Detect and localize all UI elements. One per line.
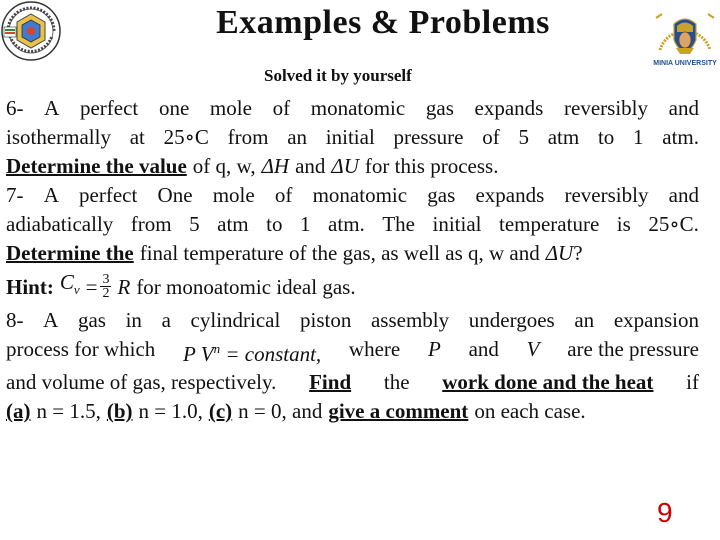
text: and volume of gas, respectively.	[6, 370, 277, 395]
word: 25∘C	[163, 124, 209, 149]
word: gas	[425, 96, 454, 120]
word: 6-	[6, 96, 24, 120]
text: final temperature of the gas, as well as q, w and	[139, 240, 540, 265]
three-halves-fraction: $\frac{3}{2}$	[102, 272, 110, 302]
delta-u-symbol: ΔU	[545, 240, 574, 265]
word: reversibly	[564, 182, 649, 207]
find-emphasis: Find	[309, 370, 352, 395]
text: the	[383, 370, 410, 395]
problem-7-line-1	[6, 181, 699, 210]
word: One	[157, 182, 193, 207]
word: and	[668, 182, 699, 207]
word: and	[668, 96, 699, 120]
problem-7-line-3	[6, 239, 699, 268]
word: to	[597, 124, 615, 149]
word: atm.	[662, 124, 699, 149]
word: atm	[547, 124, 580, 149]
word: of	[482, 124, 500, 149]
word: expands	[474, 96, 544, 120]
problem-6-line-1	[6, 94, 699, 123]
word: is	[616, 211, 631, 236]
word: expands	[475, 182, 545, 207]
text: and	[295, 153, 326, 178]
problems-body	[6, 94, 699, 426]
equals-sign: =	[85, 274, 98, 299]
text: are the pressure	[567, 336, 699, 361]
word: perfect	[79, 182, 138, 207]
word: A	[44, 96, 60, 120]
word: one	[158, 96, 190, 120]
page-number: 9	[657, 497, 673, 528]
word: to	[266, 211, 283, 236]
subtitle: Solved it by yourself	[264, 66, 412, 85]
word: monatomic	[310, 96, 406, 120]
word: of	[272, 96, 291, 120]
word: isothermally	[6, 124, 111, 149]
word: an	[287, 124, 308, 149]
text: and	[468, 336, 499, 361]
text: for monoatomic ideal gas.	[136, 274, 356, 299]
word: a	[161, 307, 171, 332]
text: if	[686, 370, 699, 395]
word: from	[130, 211, 172, 236]
word: assembly	[370, 307, 450, 332]
word: perfect	[79, 96, 139, 120]
delta-h-symbol: ΔH	[261, 153, 290, 178]
word: mole	[212, 182, 255, 207]
text: on each case.	[474, 399, 586, 424]
word: initial	[432, 211, 482, 236]
word: The	[382, 211, 415, 236]
problem-8-line-3	[6, 368, 699, 397]
text: n = 1.0,	[138, 399, 203, 424]
word: initial	[325, 124, 375, 149]
word: at	[129, 124, 145, 149]
text: where	[348, 336, 401, 361]
gas-constant-symbol: R	[117, 274, 131, 299]
university-logo	[650, 10, 720, 68]
problem-6-line-2	[6, 123, 699, 152]
text: n = 0, and	[238, 399, 323, 424]
word: A	[43, 307, 59, 332]
word: 8-	[6, 307, 24, 332]
case-a-label: (a)	[6, 399, 31, 424]
hint-label: Hint:	[6, 274, 54, 299]
problem-8-line-4	[6, 397, 699, 426]
pressure-symbol: P	[427, 336, 441, 361]
word: cylindrical	[190, 307, 281, 332]
word: undergoes	[468, 307, 555, 332]
delta-u-symbol: ΔU	[331, 153, 359, 178]
pvn-equation: P $V^n$ = constant,	[183, 340, 322, 366]
word: atm.	[328, 211, 365, 236]
svg-text:MINIA UNIVERSITY: MINIA UNIVERSITY	[653, 60, 717, 67]
give-comment-emphasis: give a comment	[328, 399, 469, 424]
word: adiabatically	[6, 211, 114, 236]
problem-7-hint	[6, 267, 699, 305]
word: 5	[518, 124, 529, 149]
word: piston	[299, 307, 352, 332]
word: gas	[77, 307, 106, 332]
problem-7-line-2	[6, 210, 699, 239]
word: 7-	[6, 182, 24, 207]
volume-symbol: V	[526, 336, 540, 361]
word: temperature	[499, 211, 600, 236]
word: pressure	[393, 124, 464, 149]
word: atm	[217, 211, 249, 236]
word: an	[574, 307, 595, 332]
page-title: Examples & Problems	[216, 4, 550, 41]
word: 25∘C.	[648, 211, 699, 236]
word: 5	[189, 211, 200, 236]
problem-6-line-3	[6, 152, 699, 181]
text: process for which	[6, 336, 156, 361]
problem-8-line-2	[6, 335, 699, 369]
text: n = 1.5,	[36, 399, 101, 424]
word: in	[125, 307, 142, 332]
problem-8-line-1	[6, 306, 699, 335]
word: of	[274, 182, 293, 207]
text: ?	[573, 240, 583, 265]
word: reversibly	[564, 96, 648, 120]
word: mole	[209, 96, 252, 120]
word: A	[43, 182, 59, 207]
word: expansion	[613, 307, 699, 332]
word: 1	[633, 124, 644, 149]
text: for this process.	[364, 153, 499, 178]
cv-symbol: $C_v$	[59, 270, 80, 298]
word: 1	[300, 211, 311, 236]
case-c-label: (c)	[208, 399, 233, 424]
case-b-label: (b)	[106, 399, 133, 424]
determine-the-value-emphasis: Determine the value	[6, 153, 187, 178]
work-and-heat-emphasis: work done and the heat	[442, 370, 654, 395]
word: gas	[427, 182, 456, 207]
text: of q, w,	[192, 153, 256, 178]
word: monatomic	[312, 182, 408, 207]
word: from	[227, 124, 269, 149]
determine-the-emphasis: Determine the	[6, 240, 134, 265]
